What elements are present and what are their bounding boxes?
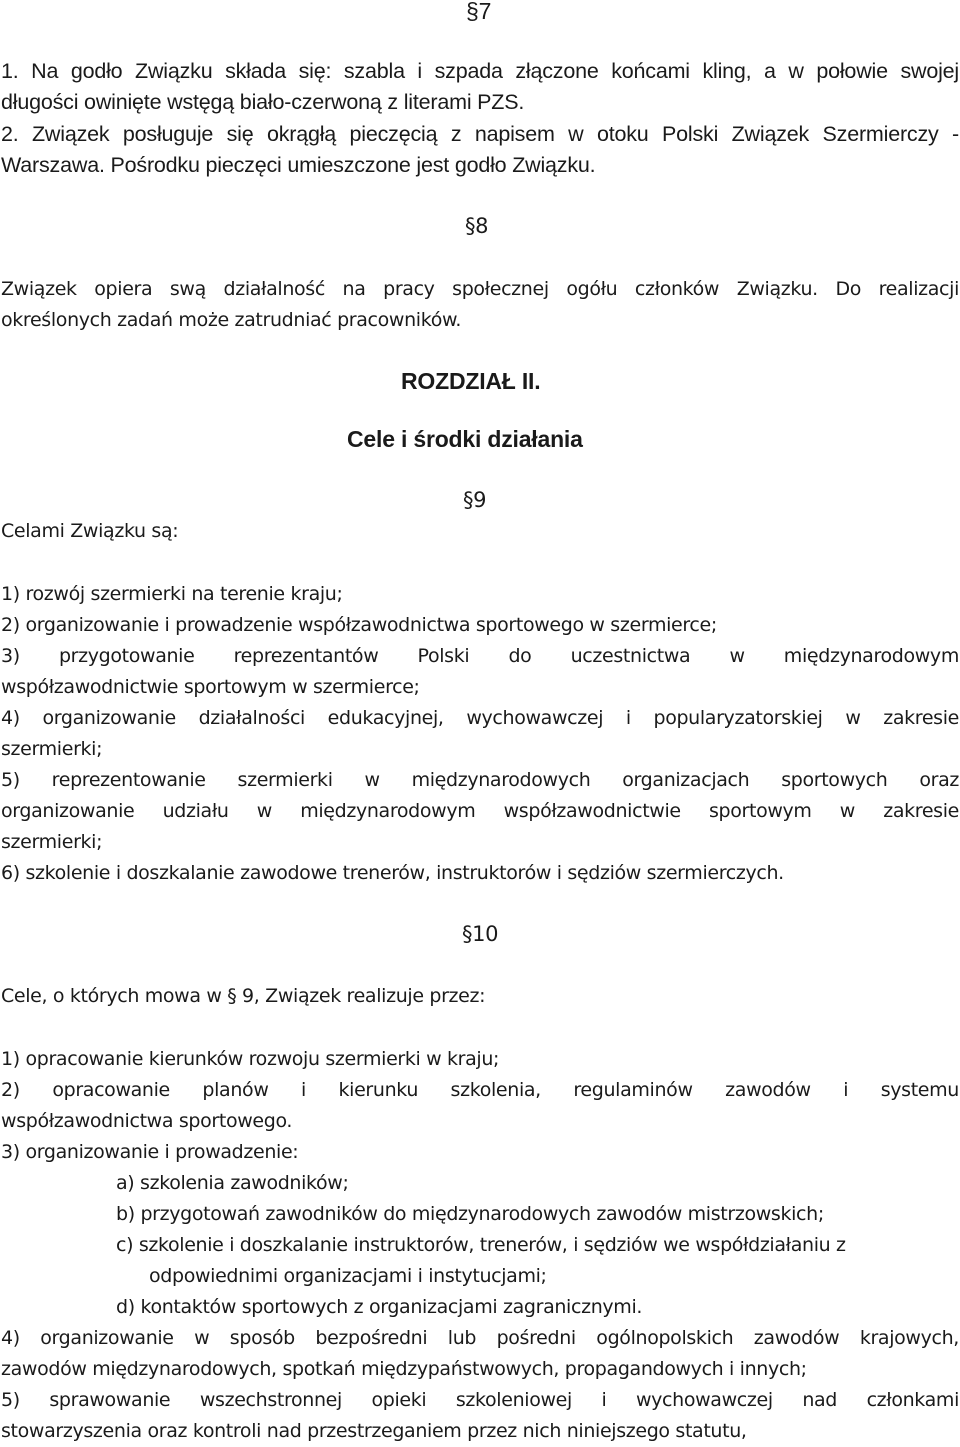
list-item: 3) organizowanie i prowadzenie: xyxy=(1,1141,299,1163)
list-item: organizowanie udziału w międzynarodowym współzawodnictwie sportowym w zakresie xyxy=(1,800,959,822)
paragraph-7-mark: §7 xyxy=(466,0,492,24)
list-item: 3) przygotowanie reprezentantów Polski do uczestnictwa w międzynarodowym xyxy=(1,645,959,667)
sub-list-item: d) kontaktów sportowych z organizacjami zagranicznymi. xyxy=(116,1296,643,1318)
list-item: 4) organizowanie w sposób bezpośredni lub pośredni ogólnopolskich zawodów krajowych, xyxy=(1,1327,959,1349)
list-item: 5) reprezentowanie szermierki w międzynarodowych organizacjach sportowych oraz xyxy=(1,769,959,791)
sub-list-item-continuation: odpowiednimi organizacjami i instytucjami; xyxy=(149,1265,547,1287)
list-item: 4) organizowanie działalności edukacyjnej, wychowawczej i popularyzatorskiej w zakresie xyxy=(1,707,959,729)
list-item: współzawodnictwie sportowym w szermierce; xyxy=(1,676,420,698)
paragraph-10-intro: Cele, o których mowa w § 9, Związek realizuje przez: xyxy=(1,985,486,1007)
list-item: 6) szkolenie i doszkalanie zawodowe trenerów, instruktorów i sędziów szermierczych. xyxy=(1,862,784,884)
paragraph-9-intro: Celami Związku są: xyxy=(1,520,179,542)
list-item: 5) sprawowanie wszechstronnej opieki szkoleniowej i wychowawczej nad członkami xyxy=(1,1389,959,1411)
paragraph-10-mark: §10 xyxy=(462,922,499,946)
list-item: szermierki; xyxy=(1,831,103,853)
list-item: współzawodnictwa sportowego. xyxy=(1,1110,293,1132)
chapter-number-heading: ROZDZIAŁ II. xyxy=(401,368,541,394)
chapter-title-heading: Cele i środki działania xyxy=(347,426,583,452)
sub-list-item: c) szkolenie i doszkalanie instruktorów, trenerów, i sędziów we współdziałaniu z xyxy=(116,1234,846,1256)
list-item: zawodów międzynarodowych, spotkań międzypaństwowych, propagandowych i innych; xyxy=(1,1358,807,1380)
paragraph-7-line: 1. Na godło Związku składa się: szabla i szpada złączone końcami kling, a w połowie swojej xyxy=(1,59,959,83)
paragraph-8-line: Związek opiera swą działalność na pracy społecznej ogółu członków Związku. Do realizacji xyxy=(1,278,959,300)
list-item: szermierki; xyxy=(1,738,103,760)
paragraph-9-mark: §9 xyxy=(463,488,487,512)
list-item: 2) organizowanie i prowadzenie współzawodnictwa sportowego w szermierce; xyxy=(1,614,717,636)
paragraph-7-line: Warszawa. Pośrodku pieczęci umieszczone jest godło Związku. xyxy=(1,153,596,177)
paragraph-8-line: określonych zadań może zatrudniać pracowników. xyxy=(1,309,462,331)
list-item: stowarzyszenia oraz kontroli nad przestrzeganiem przez nich niniejszego statutu, xyxy=(1,1420,747,1442)
sub-list-item: a) szkolenia zawodników; xyxy=(116,1172,349,1194)
sub-list-item: b) przygotowań zawodników do międzynarodowych zawodów mistrzowskich; xyxy=(116,1203,824,1225)
paragraph-7-line: 2. Związek posługuje się okrągłą pieczęcią z napisem w otoku Polski Związek Szermierczy - xyxy=(1,122,959,146)
list-item: 1) rozwój szermierki na terenie kraju; xyxy=(1,583,343,605)
paragraph-8-mark: §8 xyxy=(465,214,489,238)
list-item: 1) opracowanie kierunków rozwoju szermierki w kraju; xyxy=(1,1048,500,1070)
list-item: 2) opracowanie planów i kierunku szkolenia, regulaminów zawodów i systemu xyxy=(1,1079,959,1101)
paragraph-7-line: długości owinięte wstęgą biało-czerwoną z literami PZS. xyxy=(1,90,525,114)
